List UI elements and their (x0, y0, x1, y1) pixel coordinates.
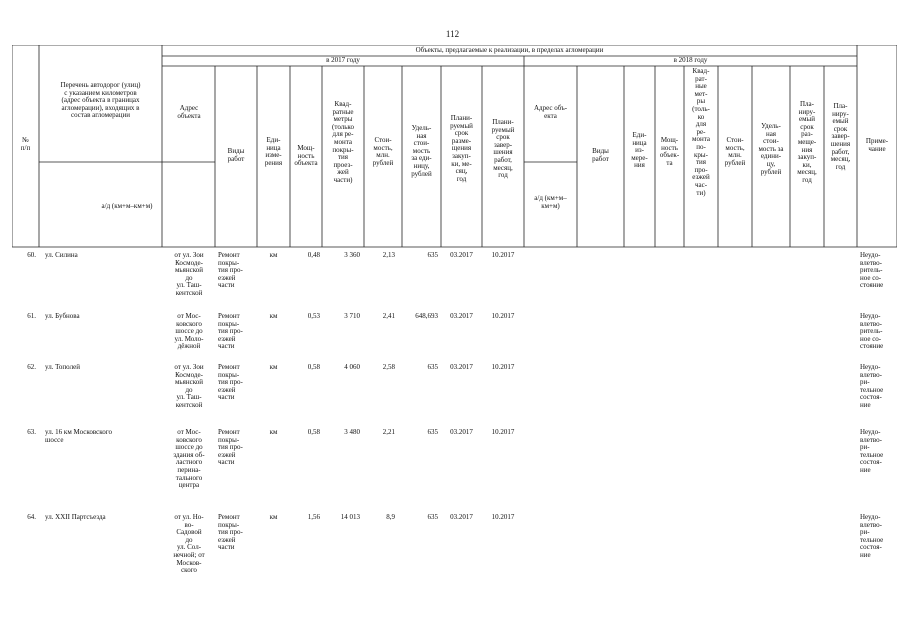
object-address: от ул. Зои Космоде- мьянской до ул. Таш- кентской (174, 251, 204, 297)
cost-2018-header: Стои- мость, млн. рублей (724, 136, 746, 167)
page-number: 112 (445, 29, 460, 39)
finish-date: 10.2017 (491, 251, 515, 259)
row-number: 63. (27, 428, 36, 436)
road-name: ул. Бубнова (45, 312, 80, 320)
cost: 8,9 (386, 513, 395, 521)
row-number: 60. (27, 251, 36, 259)
work-type-2017-header: Виды работ (227, 147, 245, 163)
object-address: от Мос- ковского шоссе до здания об- ластного перина- тального центра (173, 428, 205, 490)
work-type: Ремонт покры- тия про- езжей части (218, 251, 243, 290)
unit: км (269, 363, 278, 371)
road-name: ул. Тополей (45, 363, 80, 371)
list-title-header: Перечень автодорог (улиц) с указанием километров (адрес объекта в границах агломерации), входящих в состав агломерации (60, 81, 141, 120)
procure-date: 03.2017 (450, 428, 473, 436)
procure-date-2018-header: Пла- ниру- емый срок раз- меще- ния закуп- ки, месяц, год (797, 100, 817, 184)
unit-cost-2017-header: Удель- ная стои- мость за еди- ницу, рублей (411, 124, 432, 178)
work-type: Ремонт покры- тия про- езжей части (218, 428, 243, 467)
objects-group-header: Объекты, предлагаемые к реализации, в пределах агломерации (415, 46, 604, 54)
cost-2017-header: Стои- мость, млн. рублей (372, 136, 394, 167)
road-name: ул. 16 км Московского шоссе (45, 428, 113, 444)
capacity-2017-header: Мощ- ность объекта (294, 144, 318, 168)
road-name: ул. Силина (45, 251, 78, 259)
capacity-2018-header: Мощ- ность объек- та (659, 136, 680, 167)
square-meters: 4 060 (344, 363, 360, 371)
note: Неудо- влетво- ри- тельное состоя- ние (860, 363, 884, 409)
sqm-2017-header: Квад- ратные метры (только для ре- монта покры- тия проез- жей части) (332, 100, 354, 184)
unit-2017-header: Еди- ница изме- рения (264, 136, 283, 167)
capacity: 0,58 (307, 428, 320, 436)
row-number: 62. (27, 363, 36, 371)
cost: 2,41 (382, 312, 395, 320)
capacity: 0,53 (307, 312, 320, 320)
capacity: 1,56 (307, 513, 320, 521)
cost: 2,21 (382, 428, 395, 436)
roads-table (12, 45, 897, 640)
square-meters: 3 710 (344, 312, 360, 320)
work-type: Ремонт покры- тия про- езжей части (218, 312, 243, 351)
procure-date: 03.2017 (450, 513, 473, 521)
finish-date-2018-header: Пла- ниру- емый срок завер- шения работ, месяц, год (830, 102, 851, 171)
unit-cost: 635 (427, 363, 438, 371)
finish-date: 10.2017 (491, 363, 515, 371)
cost: 2,58 (382, 363, 395, 371)
row-number-header: № п/п (20, 136, 31, 152)
unit: км (269, 428, 278, 436)
year-2018-header: в 2018 году (673, 56, 708, 64)
address-2017-header: Адрес объекта (177, 104, 201, 120)
work-type-2018-header: Виды работ (592, 147, 609, 163)
procure-date-2017-header: Плани- руемый срок разме- щения закуп- ки, ме- сяц, год (450, 114, 473, 183)
finish-date-2017-header: Плани- руемый срок завер- шения работ, месяц, год (491, 118, 515, 180)
unit: км (269, 513, 278, 521)
finish-date: 10.2017 (491, 428, 515, 436)
unit-cost: 635 (427, 513, 438, 521)
sqm-2018-header: Квад- рат- ные мет- ры (толь- ко для ре- монта по- кры- тия про- езжей час- ти) (692, 67, 710, 197)
square-meters: 14 013 (340, 513, 360, 521)
row-number: 61. (27, 312, 36, 320)
note: Неудо- влетво- ритель- ное со- стояние (860, 251, 884, 290)
unit-cost: 635 (427, 251, 438, 259)
finish-date: 10.2017 (491, 513, 515, 521)
note: Неудо- влетво- ри- тельное состоя- ние (860, 513, 884, 559)
procure-date: 03.2017 (450, 363, 473, 371)
work-type: Ремонт покры- тия про- езжей части (218, 513, 243, 552)
object-address: от ул. Зои Космоде- мьянской до ул. Таш- кентской (174, 363, 204, 409)
road-name: ул. XXII Партсъезда (45, 513, 106, 521)
unit-cost: 648,693 (415, 312, 438, 320)
note: Неудо- влетво- ри- тельное состоя- ние (860, 428, 884, 474)
unit: км (269, 312, 278, 320)
row-number: 64. (27, 513, 36, 521)
unit: км (269, 251, 278, 259)
square-meters: 3 480 (344, 428, 360, 436)
finish-date: 10.2017 (491, 312, 515, 320)
work-type: Ремонт покры- тия про- езжей части (218, 363, 243, 402)
address-2018-header: Адрес объ- екта (533, 104, 568, 120)
km-range-header: а/д (км+м–км+м) (101, 202, 153, 210)
unit-cost-2018-header: Удель- ная стои- мость за едини- цу, рублей (758, 122, 784, 176)
procure-date: 03.2017 (450, 312, 473, 320)
note-header: Приме- чание (865, 137, 889, 153)
unit-2018-header: Еди- ница из- мере- ния (631, 131, 648, 170)
unit-cost: 635 (427, 428, 438, 436)
cost: 2,13 (382, 251, 395, 259)
square-meters: 3 360 (344, 251, 360, 259)
capacity: 0,58 (307, 363, 320, 371)
km-range-2018-header: а/д (км+м– км+м) (534, 194, 567, 210)
procure-date: 03.2017 (450, 251, 473, 259)
note: Неудо- влетво- ритель- ное со- стояние (860, 312, 884, 351)
year-2017-header: в 2017 году (326, 56, 360, 64)
object-address: от Мос- ковского шоссе до ул. Моло- дёжной (174, 312, 204, 351)
object-address: от ул. Но- во- Садовой до ул. Сол- нечной; от Москов- ского (173, 513, 205, 575)
capacity: 0,48 (307, 251, 320, 259)
